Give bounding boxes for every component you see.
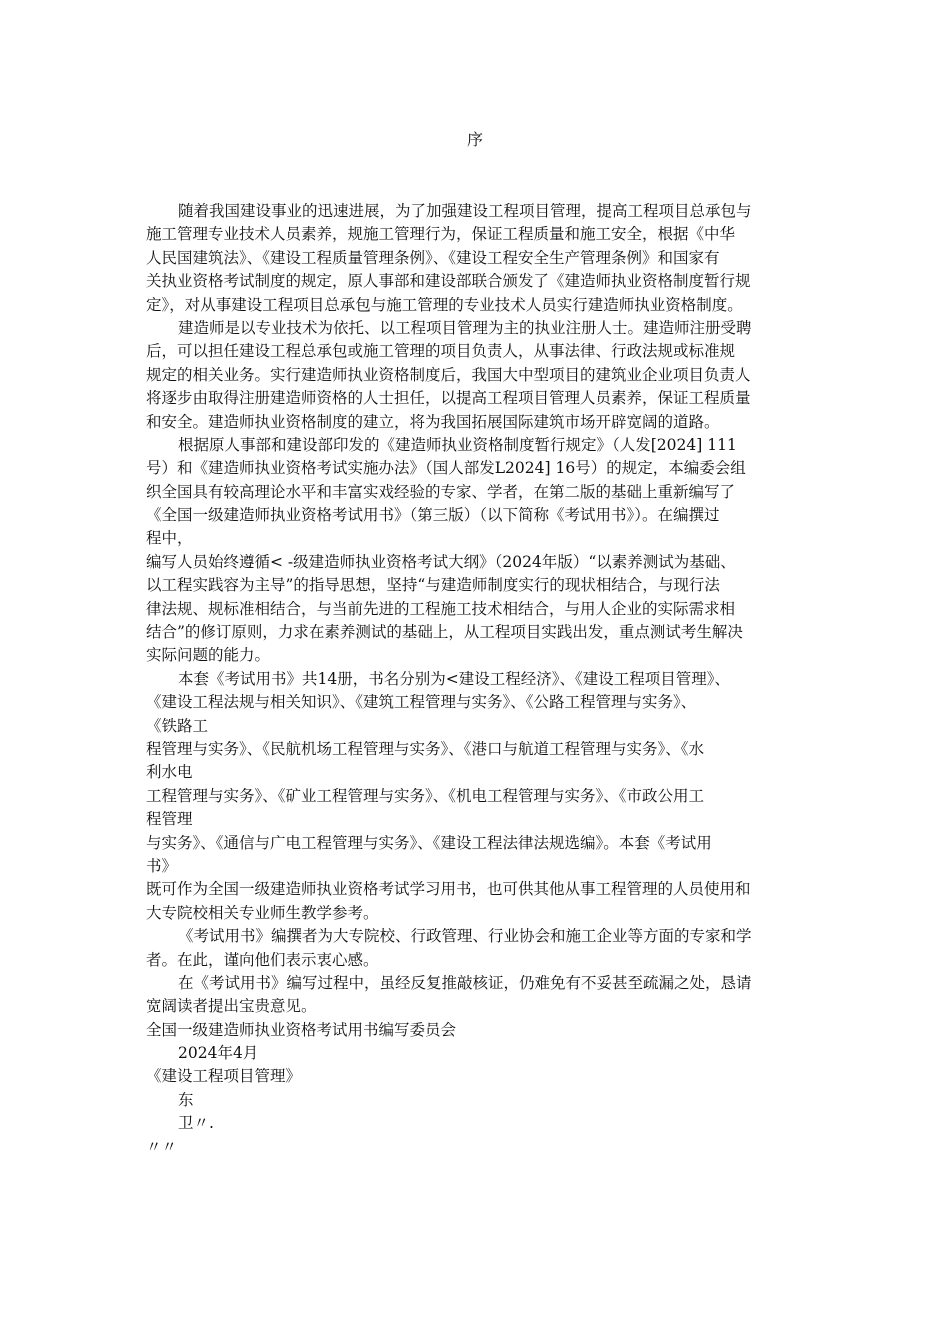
text-line: 与实务》、《通信与广电工程管理与实务》、《建设工程法律法规选编》。本套《考试用 [146, 833, 712, 852]
text-line: 实际问题的能力。 [146, 646, 271, 665]
text-line: 卫〃. [178, 1114, 214, 1133]
text-line: 全国一级建造师执业资格考试用书编写委员会 [146, 1020, 457, 1039]
text-line: 既可作为全国一级建造师执业资格考试学习用书，也可供其他从事工程管理的人员使用和 [146, 880, 751, 899]
text-line: 《全国一级建造师执业资格考试用书》（第三版）（以下简称《考试用书》）。在编撰过 [146, 506, 720, 525]
text-line: 在《考试用书》编写过程中，虽经反复推敲核证，仍难免有不妥甚至疏漏之处，恳请 [178, 973, 752, 992]
text-line: 将逐步由取得注册建造师资格的人士担任，以提高工程项目管理人员素养，保证工程质量 [146, 389, 751, 408]
text-line: 本套《考试用书》共14册，书名分别为<建设工程经济》、《建设工程项目管理》、 [178, 669, 730, 688]
text-line: 根据原人事部和建设部印发的《建造师执业资格制度暂行规定》（人发[2024] 111 [178, 435, 737, 454]
text-line: 程中， [146, 529, 193, 548]
text-line: 2024年4月 [178, 1044, 259, 1063]
text-line: 书》 [146, 856, 178, 875]
text-line: 编写人员始终遵循< -级建造师执业资格考试大纲》（2024年版）“以素养测试为基础、 [146, 552, 736, 571]
text-line: 大专院校相关专业师生教学参考。 [146, 903, 379, 922]
text-line: 〃〃 [146, 1137, 178, 1156]
text-line: 律法规、规标准相结合，与当前先进的工程施工技术相结合，与用人企业的实际需求相 [146, 599, 736, 618]
text-line: 东 [178, 1090, 194, 1109]
page-title: 序 [466, 130, 483, 149]
text-line: 关执业资格考试制度的规定，原人事部和建设部联合颁发了《建造师执业资格制度暂行规 [146, 272, 751, 291]
text-line: 规定的相关业务。实行建造师执业资格制度后，我国大中型项目的建筑业企业项目负责人 [146, 365, 751, 384]
text-line: 织全国具有较高理论水平和丰富实戏经验的专家、学者，在第二版的基础上重新编写了 [146, 482, 736, 501]
text-line: 以工程实践容为主导”的指导思想，坚持“与建造师制度实行的现状相结合，与现行法 [146, 576, 720, 595]
text-line: 号）和《建造师执业资格考试实施办法》（国人部发L2024] 16号）的规定，本编委会组 [146, 459, 746, 478]
text-line: 宽阔读者提出宝贵意见。 [146, 997, 317, 1016]
text-line: 工程管理与实务》、《矿业工程管理与实务》、《机电工程管理与实务》、《市政公用工 [146, 786, 705, 805]
text-line: 程管理与实务》、《民航机场工程管理与实务》、《港口与航道工程管理与实务》、《水 [146, 739, 705, 758]
text-line: 后，可以担任建设工程总承包或施工管理的项目负责人，从事法律、行政法规或标准规 [146, 342, 736, 361]
text-line: 《建设工程项目管理》 [146, 1067, 302, 1086]
text-line: 结合”的修订原则，力求在素养测试的基础上，从工程项目实践出发，重点测试考生解决 [146, 623, 743, 642]
text-line: 《铁路工 [146, 716, 209, 735]
text-line: 《建设工程法规与相关知识》、《建筑工程管理与实务》、《公路工程管理与实务》、 [146, 693, 697, 712]
text-line: 定》，对从事建设工程项目总承包与施工管理的专业技术人员实行建造师执业资格制度。 [146, 295, 743, 314]
text-line: 者。在此，谨向他们表示衷心感。 [146, 950, 379, 969]
text-line: 施工管理专业技术人员素养，规施工管理行为，保证工程质量和施工安全，根据《中华 [146, 225, 736, 244]
text-line: 《考试用书》编撰者为大专院校、行政管理、行业协会和施工企业等方面的专家和学 [178, 927, 752, 946]
text-line: 程管理 [146, 810, 193, 829]
text-line: 人民国建筑法》、《建设工程质量管理条例》、《建设工程安全生产管理条例》和国家有 [146, 248, 720, 267]
text-line: 和安全。建造师执业资格制度的建立，将为我国拓展国际建筑市场开辟宽阔的道路。 [146, 412, 720, 431]
text-line: 建造师是以专业技术为依托、以工程项目管理为主的执业注册人士。建造师注册受聘 [178, 318, 752, 337]
text-line: 利水电 [146, 763, 193, 782]
text-line: 随着我国建设事业的迅速进展，为了加强建设工程项目管理，提高工程项目总承包与 [178, 202, 752, 220]
document-body [146, 200, 811, 1159]
